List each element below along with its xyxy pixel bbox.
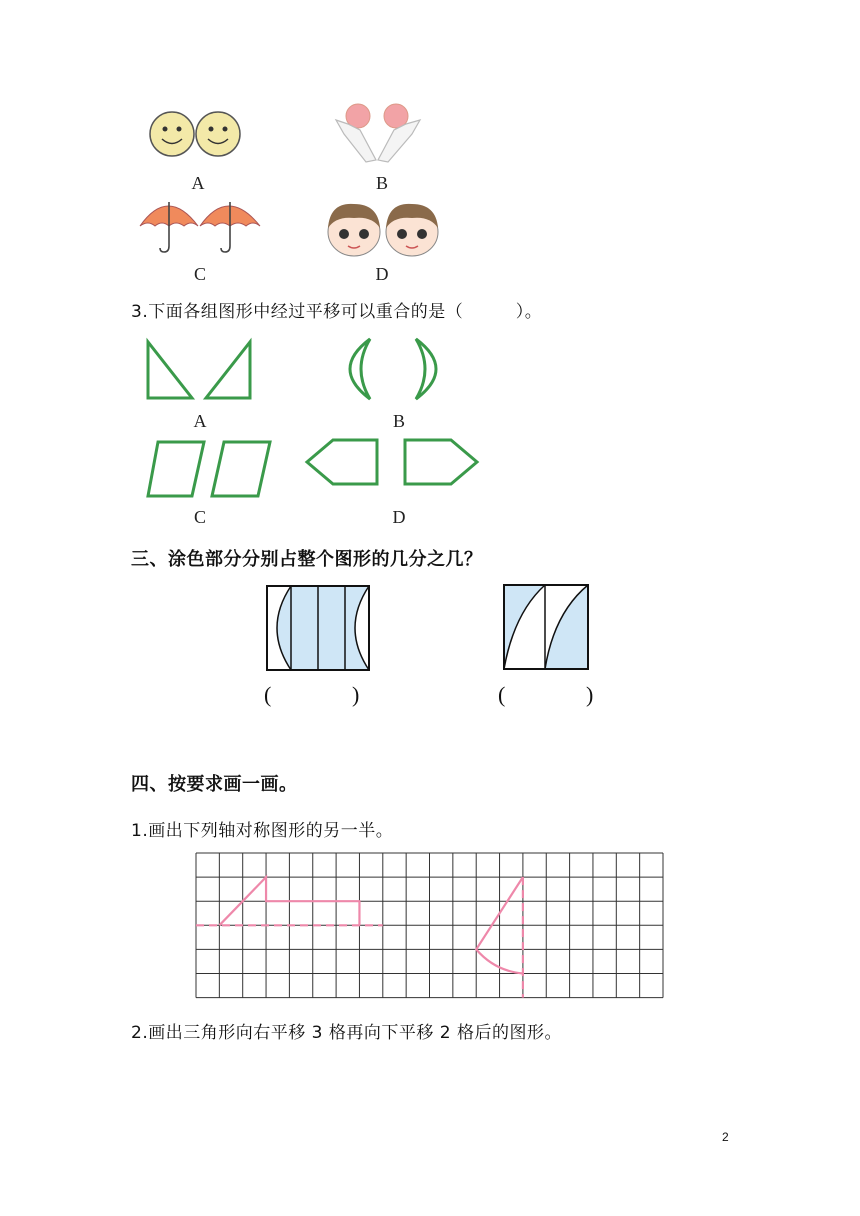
- q3-text: 3.下面各组图形中经过平移可以重合的是（ ）。: [131, 302, 543, 322]
- q2-option-b: B: [375, 173, 388, 193]
- shaded-figure-1: [265, 584, 371, 672]
- q3-option-d: D: [392, 507, 406, 527]
- q3-option-b: B: [392, 411, 405, 431]
- torches-icon: [330, 100, 430, 170]
- page-number: 2: [722, 1130, 729, 1144]
- q2-option-a: A: [191, 173, 205, 193]
- q2-option-c: C: [193, 264, 206, 284]
- crescents-shape: [338, 336, 448, 402]
- shaded-figure-2: [502, 583, 590, 671]
- umbrellas-icon: [136, 192, 266, 256]
- q2-option-d: D: [375, 264, 389, 284]
- section-4-q2-text: 2.画出三角形向右平移 3 格再向下平移 2 格后的图形。: [131, 1023, 562, 1043]
- parallelograms-shape: [146, 440, 274, 500]
- boy-faces-icon: [322, 198, 444, 260]
- pentagons-shape: [305, 438, 481, 486]
- section-4-q1-text: 1.画出下列轴对称图形的另一半。: [131, 821, 394, 841]
- fig1-paren-left: (: [264, 682, 272, 707]
- triangles-shape: [146, 340, 256, 402]
- fig2-paren-left: (: [498, 682, 506, 707]
- section-3-title: 三、涂色部分分别占整个图形的几分之几？: [131, 549, 483, 570]
- smiley-faces-icon: [148, 110, 248, 162]
- fig2-paren-right: ): [586, 682, 594, 707]
- symmetry-grid: [196, 853, 664, 1000]
- section-4-title: 四、按要求画一画。: [131, 774, 298, 795]
- fig1-paren-right: ): [352, 682, 360, 707]
- q3-option-a: A: [193, 411, 207, 431]
- q3-option-c: C: [193, 507, 206, 527]
